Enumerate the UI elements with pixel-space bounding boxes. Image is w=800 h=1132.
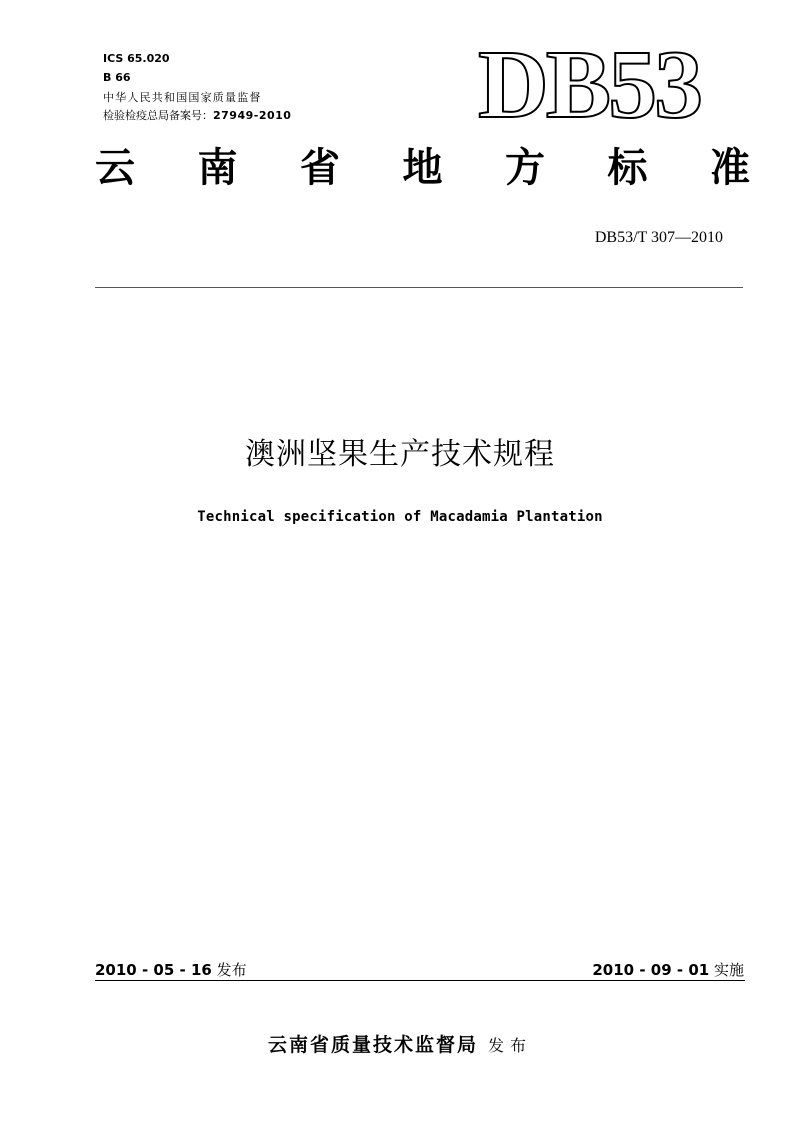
issue-date-value: 2010 - 05 - 16 xyxy=(95,961,212,979)
implement-date-label: 实施 xyxy=(713,961,744,979)
category-char: 地 xyxy=(402,144,443,191)
implement-date-value: 2010 - 09 - 01 xyxy=(592,961,710,979)
record-number: 27949-2010 xyxy=(213,109,292,122)
document-title-en: Technical specification of Macadamia Plantation xyxy=(197,509,603,525)
record-number-line xyxy=(103,109,291,123)
category-char: 省 xyxy=(300,144,340,191)
publisher-line xyxy=(0,1030,800,1057)
document-title-cn: 澳洲坚果生产技术规程 xyxy=(245,437,555,472)
header-divider xyxy=(95,287,743,288)
footer-divider xyxy=(95,980,745,981)
record-prefix: 检验检疫总局备案号： xyxy=(103,109,213,122)
ics-code: ICS 65.020 xyxy=(103,52,170,65)
category-char: 南 xyxy=(197,144,238,191)
standard-category-title xyxy=(95,143,750,193)
issue-date-label: 发布 xyxy=(216,961,247,979)
publisher-action: 发布 xyxy=(488,1036,533,1055)
db53-logo: DB53 xyxy=(478,31,701,139)
category-char: 方 xyxy=(505,144,545,191)
publisher-org: 云南省质量技术监督局 xyxy=(267,1034,478,1056)
category-char: 云 xyxy=(95,144,135,191)
issue-date xyxy=(95,960,247,980)
category-char: 标 xyxy=(607,144,648,191)
category-char: 准 xyxy=(710,144,750,191)
ccs-code: B 66 xyxy=(103,71,131,84)
standard-code: DB53/T 307—2010 xyxy=(594,229,723,246)
implement-date xyxy=(592,960,744,980)
agency-name: 中华人民共和国国家质量监督 xyxy=(103,91,262,104)
